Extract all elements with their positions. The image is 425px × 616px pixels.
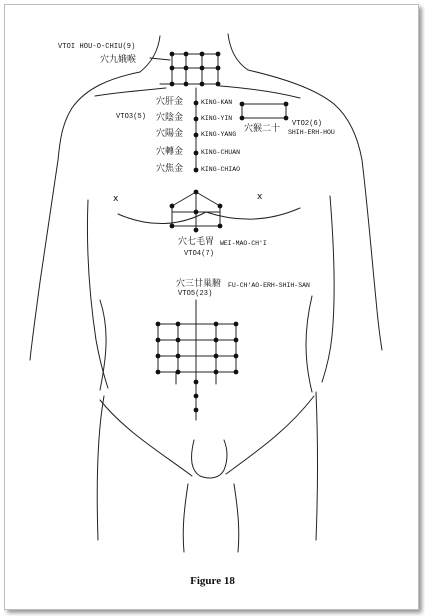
king-yin-rom-label: KING-YIN: [201, 115, 233, 122]
right-shoulder-outline: [248, 70, 362, 160]
left-groin-line: [100, 400, 192, 476]
vt01-code-label: VTOI HOU-O-CHIU(9): [58, 43, 136, 51]
mark-right: x: [257, 192, 263, 202]
king-chiao-han-label: 穴焦金: [156, 164, 184, 174]
king-kan-rom-label: KING-KAN: [201, 99, 233, 106]
vt04-rom-label: WEI-MAO-CH'I: [220, 240, 267, 247]
left-side-line: [100, 300, 106, 390]
pectoral-line: [118, 208, 300, 224]
groin-outline: [192, 440, 227, 478]
vt05-han-label: 穴三廿巢腑: [176, 279, 222, 289]
neck-left-outline: [140, 36, 160, 72]
vt01-han-label: 穴九娥喉: [100, 55, 137, 65]
king-chuan-rom-label: KING-CHUAN: [201, 149, 241, 156]
king-yang-han-label: 穴陽金: [156, 129, 184, 139]
left-leg-outer: [97, 396, 104, 540]
vt04-han-label: 穴七毛胃: [178, 237, 215, 247]
right-side-line: [306, 296, 312, 392]
vt05-code-label: VTO5(23): [178, 290, 213, 298]
right-arm-outer: [362, 160, 382, 350]
king-chiao-rom-label: KING-CHIAO: [201, 166, 241, 173]
figure-caption: Figure 18: [190, 575, 235, 587]
vt02-rom-label: SHIH-ERH-HOU: [288, 129, 335, 136]
vt05-rom-label: FU-CH'AO-ERH-SHIH-SAN: [228, 282, 310, 289]
king-chuan-han-label: 穴轉金: [156, 147, 184, 157]
king-yang-rom-label: KING-YANG: [201, 131, 237, 138]
left-collarbone: [95, 88, 166, 96]
vt02-code-label: VTO2(6): [292, 120, 323, 128]
king-kan-han-label: 穴肝金: [156, 97, 184, 107]
vt02-han-label: 穴猴二十: [244, 124, 281, 134]
right-leg-inner: [234, 484, 239, 552]
vt04-code-label: VTO4(7): [184, 250, 215, 258]
left-arm-outer: [30, 160, 58, 360]
vt02-grid: [242, 104, 286, 118]
vt05-grid: [158, 300, 236, 420]
right-leg-outer: [316, 392, 318, 540]
right-collarbone: [220, 86, 300, 98]
neck-right-outline: [228, 34, 248, 70]
mark-left: x: [113, 194, 119, 204]
right-groin-line: [226, 396, 314, 474]
king-yin-han-label: 穴陰金: [156, 113, 184, 123]
vt03-code-label: VTO3(5): [116, 113, 147, 121]
left-leg-inner: [183, 484, 188, 552]
vt01-leader: [150, 58, 170, 60]
right-arm-inner: [322, 196, 334, 382]
vt01-grid: [160, 54, 218, 84]
